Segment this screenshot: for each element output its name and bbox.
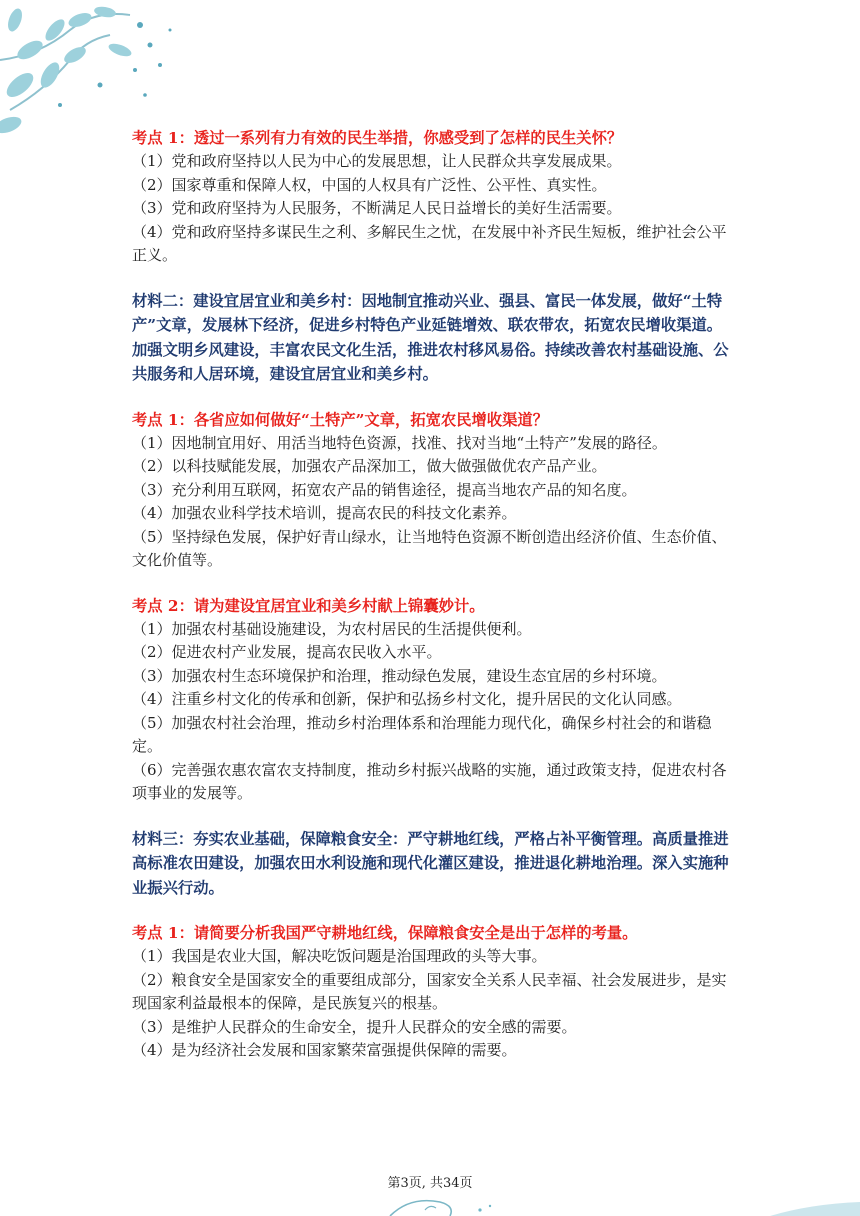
material-block-3	[132, 827, 732, 901]
answer-item: （4）党和政府坚持多谋民生之利、多解民生之忧，在发展中补齐民生短板，维护社会公平正义。	[132, 222, 727, 264]
answer-item: （1）我国是农业大国，解决吃饭问题是治国理政的头等大事。	[132, 947, 547, 965]
question-block-3	[132, 594, 732, 806]
answer-item: （5）加强农村社会治理，推动乡村治理体系和治理能力现代化，确保乡村社会的和谐稳定。	[132, 713, 712, 755]
answer-item: （4）加强农业科学技术培训，提高农民的科技文化素养。	[132, 504, 517, 522]
question-title: 考点 1：各省应如何做好“土特产”文章，拓宽农民增收渠道？	[132, 410, 548, 429]
answer-item: （2）以科技赋能发展，加强农产品深加工，做大做强做优农产品产业。	[132, 457, 607, 475]
answer-item: （2）促进农村产业发展，提高农民收入水平。	[132, 643, 442, 661]
answer-item: （4）注重乡村文化的传承和创新，保护和弘扬乡村文化，提升居民的文化认同感。	[132, 690, 682, 708]
answer-item: （1）加强农村基础设施建设，为农村居民的生活提供便利。	[132, 619, 532, 638]
answer-item: （2）粮食安全是国家安全的重要组成部分，国家安全关系人民幸福、社会发展进步，是实现国家利益最根本的保障，是民族复兴的根基。	[132, 970, 727, 1012]
question-block-2	[132, 408, 732, 573]
material-text: 材料二：建设宜居宜业和美乡村：因地制宜推动兴业、强县、富民一体发展，做好“土特产”文章，发展林下经济，促进乡村特色产业延链增效、联农带农，拓宽农民增收渠道。加强文明乡风建设，丰富农民文化生活，推进农村移风易俗。持续改善农村基础设施、公共服务和人居环境，建设宜居宜业和美乡村。	[132, 291, 729, 383]
answer-item: （3）加强农村生态环境保护和治理，推动绿色发展，建设生态宜居的乡村环境。	[132, 666, 667, 685]
answer-item: （4）是为经济社会发展和国家繁荣富强提供保障的需要。	[132, 1041, 517, 1059]
question-title: 考点 2：请为建设宜居宜业和美乡村献上锦囊妙计。	[132, 596, 485, 615]
question-block-4	[132, 921, 732, 1063]
answer-item: （3）党和政府坚持为人民服务，不断满足人民日益增长的美好生活需要。	[132, 199, 622, 217]
answer-item: （3）是维护人民群众的生命安全，提升人民群众的安全感的需要。	[132, 1017, 577, 1036]
document-body	[132, 126, 732, 1084]
answer-item: （5）坚持绿色发展，保护好青山绿水，让当地特色资源不断创造出经济价值、生态价值、文化价值等。	[132, 527, 727, 569]
question-title: 考点 1：请简要分析我国严守耕地红线，保障粮食安全是出于怎样的考量。	[132, 924, 638, 942]
question-title: 考点 1：透过一系列有力有效的民生举措，你感受到了怎样的民生关怀？	[132, 129, 623, 147]
page-number: 第3页, 共34页	[387, 1176, 473, 1191]
answer-item: （1）党和政府坚持以人民为中心的发展思想，让人民群众共享发展成果。	[132, 152, 622, 170]
material-block-2	[132, 289, 732, 387]
answer-item: （1）因地制宜用好、用活当地特色资源，找准、找对当地“土特产”发展的路径。	[132, 433, 667, 452]
question-block-1	[132, 126, 732, 268]
answer-item: （3）充分利用互联网，拓宽农产品的销售途径，提高当地农产品的知名度。	[132, 480, 637, 499]
answer-item: （6）完善强农惠农富农支持制度，推动乡村振兴战略的实施，通过政策支持，促进农村各项事业的发展等。	[132, 760, 727, 802]
material-text: 材料三：夯实农业基础，保障粮食安全：严守耕地红线，严格占补平衡管理。高质量推进高标准农田建设，加强农田水利设施和现代化灌区建设，推进退化耕地治理。深入实施种业振兴行动。	[132, 829, 729, 897]
answer-item: （2）国家尊重和保障人权，中国的人权具有广泛性、公平性、真实性。	[132, 175, 607, 194]
bottom-swirl-decoration-icon	[330, 1188, 860, 1216]
